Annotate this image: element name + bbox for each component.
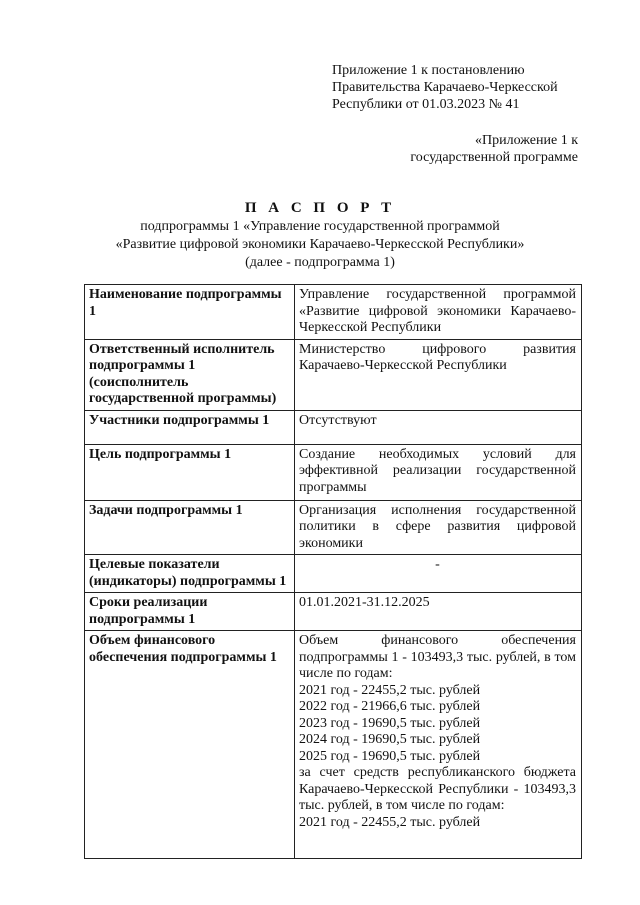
row-label: Целевые показатели (индикаторы) подпрограммы 1 xyxy=(85,555,295,593)
row-label: Задачи подпрограммы 1 xyxy=(85,500,295,555)
row-value: Отсутствуют xyxy=(295,410,582,444)
row-label: Наименование подпрограммы 1 xyxy=(85,285,295,340)
row-value: - xyxy=(295,555,582,593)
table-row xyxy=(85,631,582,859)
funding-2024: 2024 год - 19690,5 тыс. рублей xyxy=(299,732,481,747)
subtitle-line-1: подпрограммы 1 «Управление государственной программой xyxy=(140,219,500,234)
appendix-line-3: Республики от 01.03.2023 № 41 xyxy=(332,97,520,112)
appendix-program-line-2: государственной программе xyxy=(410,150,578,165)
row-label: Сроки реализации подпрограммы 1 xyxy=(85,593,295,631)
row-label: Ответственный исполнитель подпрограммы 1 (соисполнитель государственной программы) xyxy=(85,339,295,410)
funding-cell xyxy=(295,631,582,859)
funding-budget: за счет средств республиканского бюджета Карачаево-Черкесской Республики - 103493,3 тыс. рублей, в том числе по годам: xyxy=(299,765,576,813)
table-row xyxy=(85,339,582,410)
row-value: Министерство цифрового развития Карачаево-Черкесской Республики xyxy=(295,339,582,410)
funding-2022: 2022 год - 21966,6 тыс. рублей xyxy=(299,699,481,714)
row-value: Организация исполнения государственной политики в сфере развития цифровой экономики xyxy=(295,500,582,555)
table-row xyxy=(85,444,582,500)
table-row xyxy=(85,285,582,340)
appendix-program xyxy=(410,132,578,166)
passport-table xyxy=(84,284,582,859)
table-row xyxy=(85,593,582,631)
appendix-line-1: Приложение 1 к постановлению xyxy=(332,63,525,78)
table-row xyxy=(85,555,582,593)
row-label: Объем финансового обеспечения подпрограммы 1 xyxy=(85,631,295,859)
table-row xyxy=(85,410,582,444)
document-subtitle xyxy=(60,218,580,272)
appendix-header xyxy=(332,62,558,113)
row-value: 01.01.2021-31.12.2025 xyxy=(295,593,582,631)
funding-2025: 2025 год - 19690,5 тыс. рублей xyxy=(299,748,481,764)
row-label: Участники подпрограммы 1 xyxy=(85,410,295,444)
subtitle-line-2: «Развитие цифровой экономики Карачаево-Черкесской Республики» xyxy=(115,237,525,252)
funding-intro: Объем финансового обеспечения подпрограммы 1 - 103493,3 тыс. рублей, в том числе по годам: xyxy=(299,633,576,681)
subtitle-line-3: (далее - подпрограмма 1) xyxy=(245,255,395,270)
row-value: Создание необходимых условий для эффективной реализации государственной программы xyxy=(295,444,582,500)
appendix-program-line-1: «Приложение 1 к xyxy=(475,133,578,148)
document-title: П А С П О Р Т xyxy=(244,200,396,216)
funding-budget-2021: 2021 год - 22455,2 тыс. рублей xyxy=(299,814,481,830)
table-row xyxy=(85,500,582,555)
funding-2023: 2023 год - 19690,5 тыс. рублей xyxy=(299,715,481,731)
row-label: Цель подпрограммы 1 xyxy=(85,444,295,500)
row-value: Управление государственной программой «Развитие цифровой экономики Карачаево-Черкесской Республики xyxy=(295,285,582,340)
appendix-line-2: Правительства Карачаево-Черкесской xyxy=(332,80,558,95)
funding-2021: 2021 год - 22455,2 тыс. рублей xyxy=(299,682,481,698)
